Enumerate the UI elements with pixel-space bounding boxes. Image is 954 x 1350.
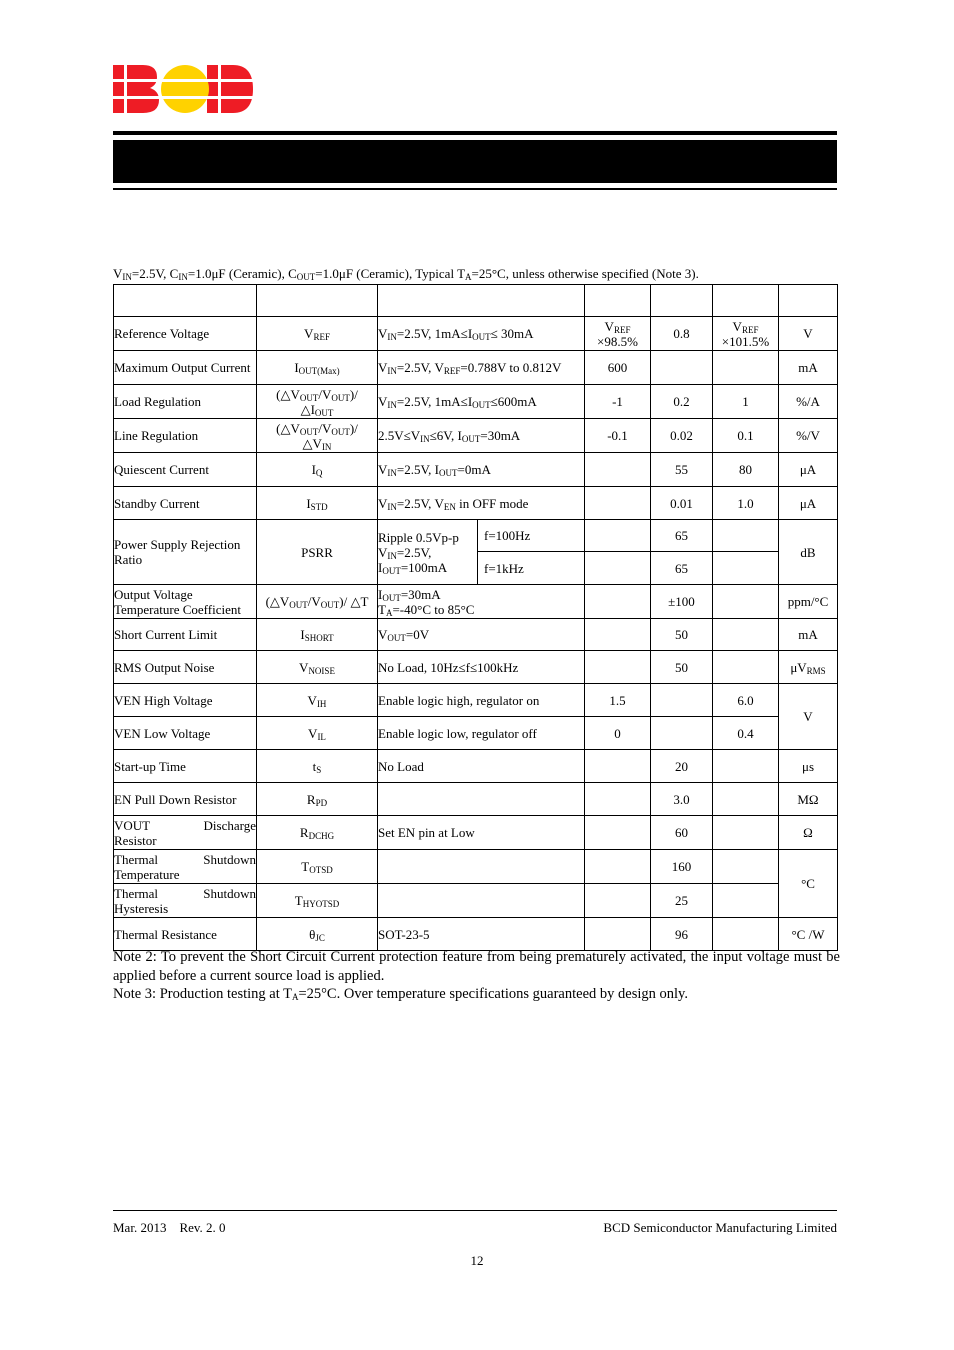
table-row (114, 918, 838, 951)
table-row (114, 585, 838, 619)
frequency-cell: f=100Hz (478, 520, 585, 552)
max-cell: 1 (713, 385, 779, 419)
table-row (114, 619, 838, 651)
table-row (114, 750, 838, 783)
symbol-cell: $V_{NOISE}$ (257, 651, 378, 684)
table-row (114, 453, 838, 487)
max-cell: 6.0 (713, 684, 779, 717)
header-title-bar (113, 140, 837, 183)
typ-cell: 0.02 (651, 419, 713, 453)
symbol-cell: $I_{OUT(Max)}$ (257, 351, 378, 385)
param-cell: Standby Current (114, 487, 257, 520)
page-number: 12 (470, 1253, 484, 1268)
condition-cell: $I_{OUT}=30mA$ $T_A=-40^\circ C$ to 85°C (378, 585, 585, 619)
header-underline (113, 188, 837, 190)
max-cell: 0.4 (713, 717, 779, 750)
unit-cell: MΩ (779, 783, 838, 816)
table-row (114, 317, 838, 351)
param-cell: Thermal Resistance (114, 918, 257, 951)
param-cell: VEN Low Voltage (114, 717, 257, 750)
footer-revision: Rev. 2. 0 (179, 1220, 226, 1235)
unit-cell: %/V (779, 419, 838, 453)
unit-cell: %/A (779, 385, 838, 419)
symbol-cell: $R_{PD}$ (257, 783, 378, 816)
table-row (114, 717, 838, 750)
symbol-cell: $T_{HYOTSD}$ (257, 884, 378, 918)
table-header-row (114, 285, 838, 317)
param-cell: Power Supply Rejection Ratio (114, 520, 257, 585)
min-cell: -0.1 (585, 419, 651, 453)
typ-cell: ±100 (651, 585, 713, 619)
condition-cell: Ripple 0.5Vp-p $V_{IN}=2.5V$, $I_{OUT}=100mA$ (378, 520, 478, 585)
symbol-cell: $I_{STD}$ (257, 487, 378, 520)
unit-cell: mA (779, 619, 838, 651)
param-cell: Thermal Shutdown Hysteresis (114, 885, 256, 916)
condition-cell: $V_{IN}=2.5V$, $V_{EN}$ in OFF mode (378, 487, 585, 520)
param-cell: Quiescent Current (114, 453, 257, 487)
param-cell: Output Voltage Temperature Coefficient (114, 585, 257, 619)
symbol-cell: $(\triangle V_{OUT}/V_{OUT})/$ $\triangle I_{OUT}$ (257, 385, 378, 419)
footer-date-rev (113, 1220, 226, 1236)
typ-cell: 50 (651, 651, 713, 684)
test-conditions: $V_{IN}=2.5V$, $C_{IN}=1.0\mu F$ (Ceramic), $C_{OUT}=1.0\mu F$ (Ceramic), Typical $T_A=25^\circ C$, unless otherwise specified (Note 3). (113, 266, 699, 282)
param-cell: Reference Voltage (114, 317, 257, 351)
condition-cell: $2.5V\le V_{IN}\le 6V$, $I_{OUT}=30mA$ (378, 419, 585, 453)
unit-cell: μA (779, 487, 838, 520)
symbol-cell: PSRR (257, 520, 378, 585)
table-row (114, 684, 838, 717)
param-cell: Line Regulation (114, 419, 257, 453)
typ-cell: 65 (651, 552, 713, 585)
table-row (114, 850, 838, 884)
max-cell: 1.0 (713, 487, 779, 520)
condition-cell: SOT-23-5 (378, 918, 585, 951)
unit-cell: $\mu V_{RMS}$ (779, 651, 838, 684)
symbol-cell: $V_{REF}$ (257, 317, 378, 351)
typ-cell: 20 (651, 750, 713, 783)
bcd-logo-mark (113, 64, 255, 114)
table-row (114, 651, 838, 684)
frequency-cell: f=1kHz (478, 552, 585, 585)
condition-cell: $V_{IN}=2.5V$, $1mA\le I_{OUT}\le 600mA$ (378, 385, 585, 419)
footer-rule (113, 1210, 837, 1211)
typ-cell: 0.2 (651, 385, 713, 419)
param-cell: RMS Output Noise (114, 651, 257, 684)
min-cell: 0 (585, 717, 651, 750)
min-cell: 600 (585, 351, 651, 385)
symbol-cell: $V_{IL}$ (257, 717, 378, 750)
table-row (114, 783, 838, 816)
max-cell: 0.1 (713, 419, 779, 453)
symbol-cell: $\theta_{JC}$ (257, 918, 378, 951)
unit-cell: Ω (779, 816, 838, 850)
typ-cell: 50 (651, 619, 713, 651)
condition-cell: No Load (378, 750, 585, 783)
unit-cell: mA (779, 351, 838, 385)
param-cell: Maximum Output Current (114, 351, 257, 385)
typ-cell: 3.0 (651, 783, 713, 816)
param-cell: Thermal Shutdown Temperature (114, 851, 256, 882)
symbol-cell: $R_{DCHG}$ (257, 816, 378, 850)
param-cell: Short Current Limit (114, 619, 257, 651)
symbol-cell: $(\triangle V_{OUT}/V_{OUT})/$ △T (257, 585, 378, 619)
condition-cell: $V_{IN}=2.5V$, $1mA\le I_{OUT}\le 30mA$ (378, 317, 585, 351)
unit-cell: dB (779, 520, 838, 585)
unit-cell: V (779, 317, 838, 351)
min-cell: $V_{REF}$ ×98.5% (585, 317, 651, 351)
table-row (114, 385, 838, 419)
header-rule (113, 131, 837, 135)
condition-cell: Enable logic high, regulator on (378, 684, 585, 717)
condition-cell: $V_{OUT}=0V$ (378, 619, 585, 651)
typ-cell: 25 (651, 884, 713, 918)
typ-cell: 55 (651, 453, 713, 487)
param-cell: Load Regulation (114, 385, 257, 419)
table-row (114, 419, 838, 453)
bcd-logo (113, 64, 255, 119)
condition-cell: Enable logic low, regulator off (378, 717, 585, 750)
symbol-cell: $t_S$ (257, 750, 378, 783)
footer-date: Mar. 2013 (113, 1220, 167, 1235)
param-cell: Start-up Time (114, 750, 257, 783)
notes (113, 948, 840, 1004)
max-cell: 80 (713, 453, 779, 487)
min-cell: -1 (585, 385, 651, 419)
table-row (114, 816, 838, 850)
max-cell: $V_{REF}$ ×101.5% (713, 317, 779, 351)
param-cell: EN Pull Down Resistor (114, 783, 257, 816)
table-row (114, 884, 838, 918)
condition-cell: $V_{IN}=2.5V$, $I_{OUT}=0mA$ (378, 453, 585, 487)
unit-cell: ppm/°C (779, 585, 838, 619)
typ-cell: 0.01 (651, 487, 713, 520)
typ-cell: 160 (651, 850, 713, 884)
unit-cell: °C /W (779, 918, 838, 951)
electrical-characteristics-table (113, 284, 838, 951)
symbol-cell: $I_Q$ (257, 453, 378, 487)
typ-cell: 96 (651, 918, 713, 951)
table-row (114, 487, 838, 520)
table-row (114, 520, 838, 552)
note-3: Note 3: Production testing at $T_A=25^\circ C$. Over temperature specifications guaranteed by design only. (113, 986, 688, 1002)
table-row (114, 351, 838, 385)
min-cell: 1.5 (585, 684, 651, 717)
condition-cell: No Load, 10Hz≤f≤100kHz (378, 651, 585, 684)
symbol-cell: $(\triangle V_{OUT}/V_{OUT})/$ $\triangle V_{IN}$ (257, 419, 378, 453)
param-cell: VOUT Discharge Resistor (114, 817, 256, 848)
typ-cell: 65 (651, 520, 713, 552)
unit-cell: μA (779, 453, 838, 487)
param-cell: VEN High Voltage (114, 684, 257, 717)
condition-cell: Set EN pin at Low (378, 816, 585, 850)
condition-cell: $V_{IN}=2.5V$, $V_{REF}=0.788V$ to 0.812V (378, 351, 585, 385)
unit-cell: μs (779, 750, 838, 783)
footer-company: BCD Semiconductor Manufacturing Limited (603, 1220, 837, 1235)
unit-cell: °C (779, 850, 838, 918)
symbol-cell: $T_{OTSD}$ (257, 850, 378, 884)
symbol-cell: $I_{SHORT}$ (257, 619, 378, 651)
note-2: Note 2: To prevent the Short Circuit Current protection feature from being prematurely activated, the input voltage must be applied before a current source load is applied. (113, 949, 840, 984)
unit-cell: V (779, 684, 838, 750)
typ-cell: 0.8 (651, 317, 713, 351)
typ-cell: 60 (651, 816, 713, 850)
symbol-cell: $V_{IH}$ (257, 684, 378, 717)
